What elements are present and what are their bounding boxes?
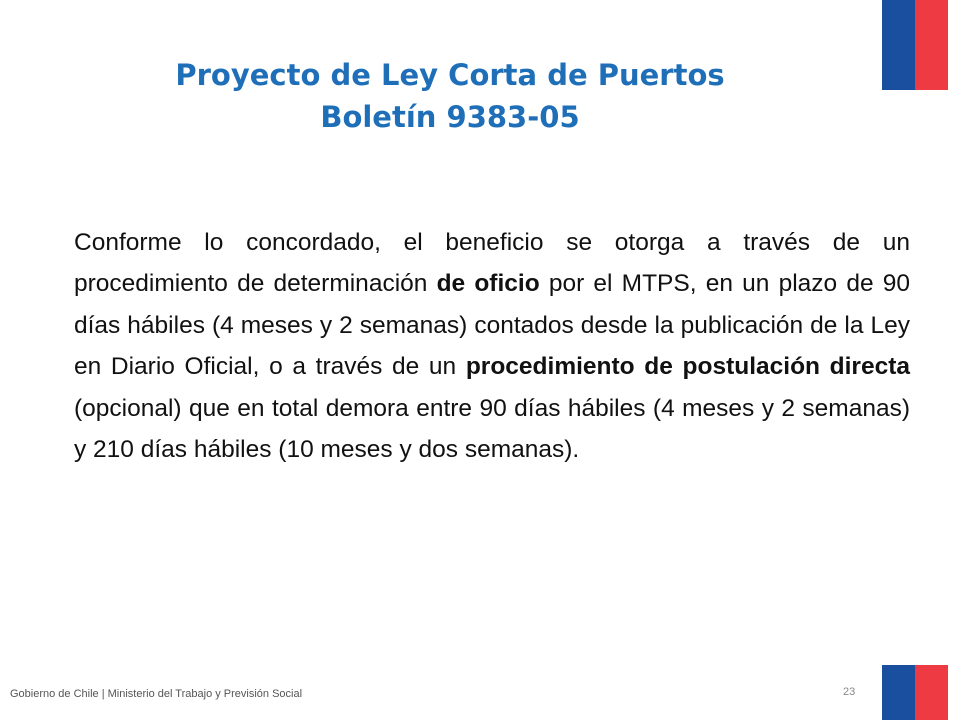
body-text-part-1: Conforme lo concordado, el beneficio se otorga a través de un procedimiento de determinación [74,229,910,298]
flag-red-stripe [915,665,948,720]
body-text-part-3: (opcional) que en total demora entre 90 días hábiles (4 meses y 2 semanas) y 210 días hábiles (10 meses y dos semanas). [74,394,910,464]
chile-flag-top-decoration [882,0,948,90]
body-bold-de-oficio: de oficio [436,270,540,298]
chile-flag-bottom-decoration [882,665,948,720]
flag-blue-stripe [882,665,915,720]
title-line-2: Boletín 9383-05 [320,100,580,134]
slide-title [40,54,860,138]
body-text-part-2: por el MTPS, en un plazo de 90 días hábiles (4 meses y 2 semanas) contados desde la publicación de la Ley en Diario Oficial, o a través de un [74,270,910,381]
footer-organization: Gobierno de Chile | Ministerio del Trabajo y Previsión Social [10,688,303,700]
page-number: 23 [843,686,856,698]
title-line-1: Proyecto de Ley Corta de Puertos [175,58,725,92]
body-bold-postulacion-directa: procedimiento de postulación directa [465,353,910,381]
slide-body-paragraph [74,222,910,470]
flag-blue-stripe [882,0,915,90]
flag-red-stripe [915,0,948,90]
